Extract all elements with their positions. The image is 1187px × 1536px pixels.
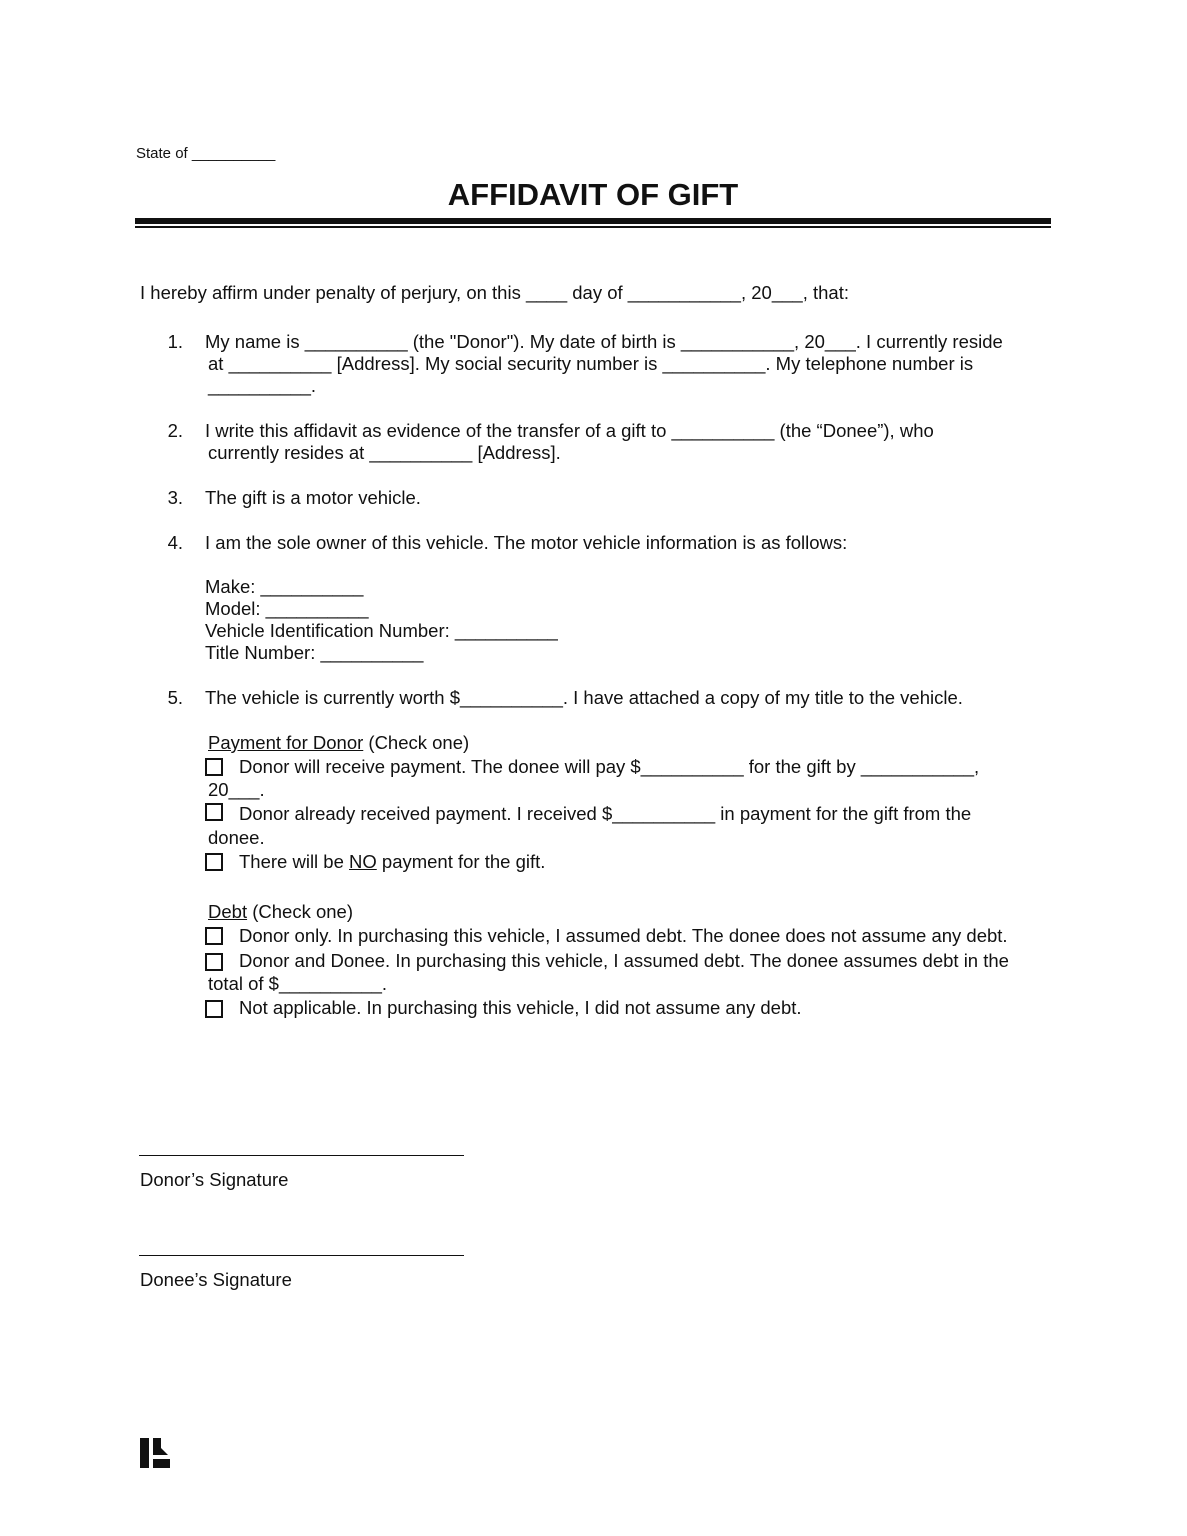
debt-option-2-line-2: total of $__________. bbox=[208, 973, 387, 994]
payment-option-3-line-1 bbox=[239, 851, 545, 873]
payment-option-1-line-2: 20___. bbox=[208, 779, 265, 800]
title-rule-thin bbox=[135, 226, 1051, 228]
debt-option-1-checkbox[interactable] bbox=[205, 927, 223, 945]
donor-signature-label: Donor’s Signature bbox=[140, 1169, 289, 1190]
item-4-number: 4. bbox=[167, 532, 183, 553]
payment-option-3-checkbox[interactable] bbox=[205, 853, 223, 871]
item-2-number: 2. bbox=[167, 420, 183, 441]
title-rule-thick bbox=[135, 218, 1051, 224]
vehicle-vin: Vehicle Identification Number: __________ bbox=[205, 620, 558, 641]
debt-heading bbox=[208, 901, 353, 923]
item-1-line-2: at __________ [Address]. My social security number is __________. My telephone number is bbox=[208, 353, 974, 374]
item-2-line-1: I write this affidavit as evidence of the transfer of a gift to __________ (the “Donee”), who bbox=[205, 420, 934, 441]
vehicle-title-number: Title Number: __________ bbox=[205, 642, 424, 663]
payment-option-1-checkbox[interactable] bbox=[205, 758, 223, 776]
payment-option-1-line-1: Donor will receive payment. The donee will pay $__________ for the gift by ___________, bbox=[239, 756, 980, 777]
item-1-number: 1. bbox=[167, 331, 183, 352]
debt-option-2-checkbox[interactable] bbox=[205, 953, 223, 971]
payment-heading-note: (Check one) bbox=[363, 732, 470, 753]
item-2-line-2: currently resides at __________ [Address]. bbox=[208, 442, 561, 463]
donee-signature-line[interactable] bbox=[139, 1255, 464, 1256]
debt-option-3-checkbox[interactable] bbox=[205, 1000, 223, 1018]
donee-signature-label: Donee’s Signature bbox=[140, 1269, 292, 1290]
vehicle-make: Make: __________ bbox=[205, 576, 364, 597]
payment-option-2-line-1: Donor already received payment. I received $__________ in payment for the gift from the bbox=[239, 803, 972, 824]
donor-signature-line[interactable] bbox=[139, 1155, 464, 1156]
payment-heading-label: Payment for Donor bbox=[208, 732, 364, 753]
debt-heading-note: (Check one) bbox=[247, 901, 353, 922]
item-5-line-1: The vehicle is currently worth $__________. I have attached a copy of my title to the vehicle. bbox=[205, 687, 963, 708]
payment-option-3-pre: There will be bbox=[239, 851, 350, 872]
payment-option-2-line-2: donee. bbox=[208, 827, 265, 848]
debt-heading-label: Debt bbox=[208, 901, 248, 922]
intro-paragraph: I hereby affirm under penalty of perjury, on this ____ day of ___________, 20___, that: bbox=[140, 282, 849, 303]
item-1-line-3: __________. bbox=[208, 375, 317, 396]
payment-option-2-checkbox[interactable] bbox=[205, 803, 223, 821]
payment-option-3-post: payment for the gift. bbox=[376, 851, 546, 872]
payment-option-3-no: NO bbox=[349, 851, 377, 872]
debt-option-3-line-1: Not applicable. In purchasing this vehicle, I did not assume any debt. bbox=[239, 997, 802, 1018]
document-title: AFFIDAVIT OF GIFT bbox=[447, 177, 739, 212]
item-4-line-1: I am the sole owner of this vehicle. The motor vehicle information is as follows: bbox=[205, 532, 848, 553]
vehicle-model: Model: __________ bbox=[205, 598, 369, 619]
payment-heading bbox=[208, 732, 469, 754]
state-of-line: State of __________ bbox=[136, 145, 276, 162]
item-3-number: 3. bbox=[167, 487, 183, 508]
item-3-line-1: The gift is a motor vehicle. bbox=[205, 487, 421, 508]
debt-option-2-line-1: Donor and Donee. In purchasing this vehicle, I assumed debt. The donee assumes debt in the bbox=[239, 950, 1009, 971]
item-5-number: 5. bbox=[167, 687, 183, 708]
item-1-line-1: My name is __________ (the "Donor"). My date of birth is ___________, 20___. I currently reside bbox=[205, 331, 1003, 352]
legal-document-logo-icon bbox=[140, 1438, 170, 1468]
debt-option-1-line-1: Donor only. In purchasing this vehicle, I assumed debt. The donee does not assume any debt. bbox=[239, 925, 1008, 946]
